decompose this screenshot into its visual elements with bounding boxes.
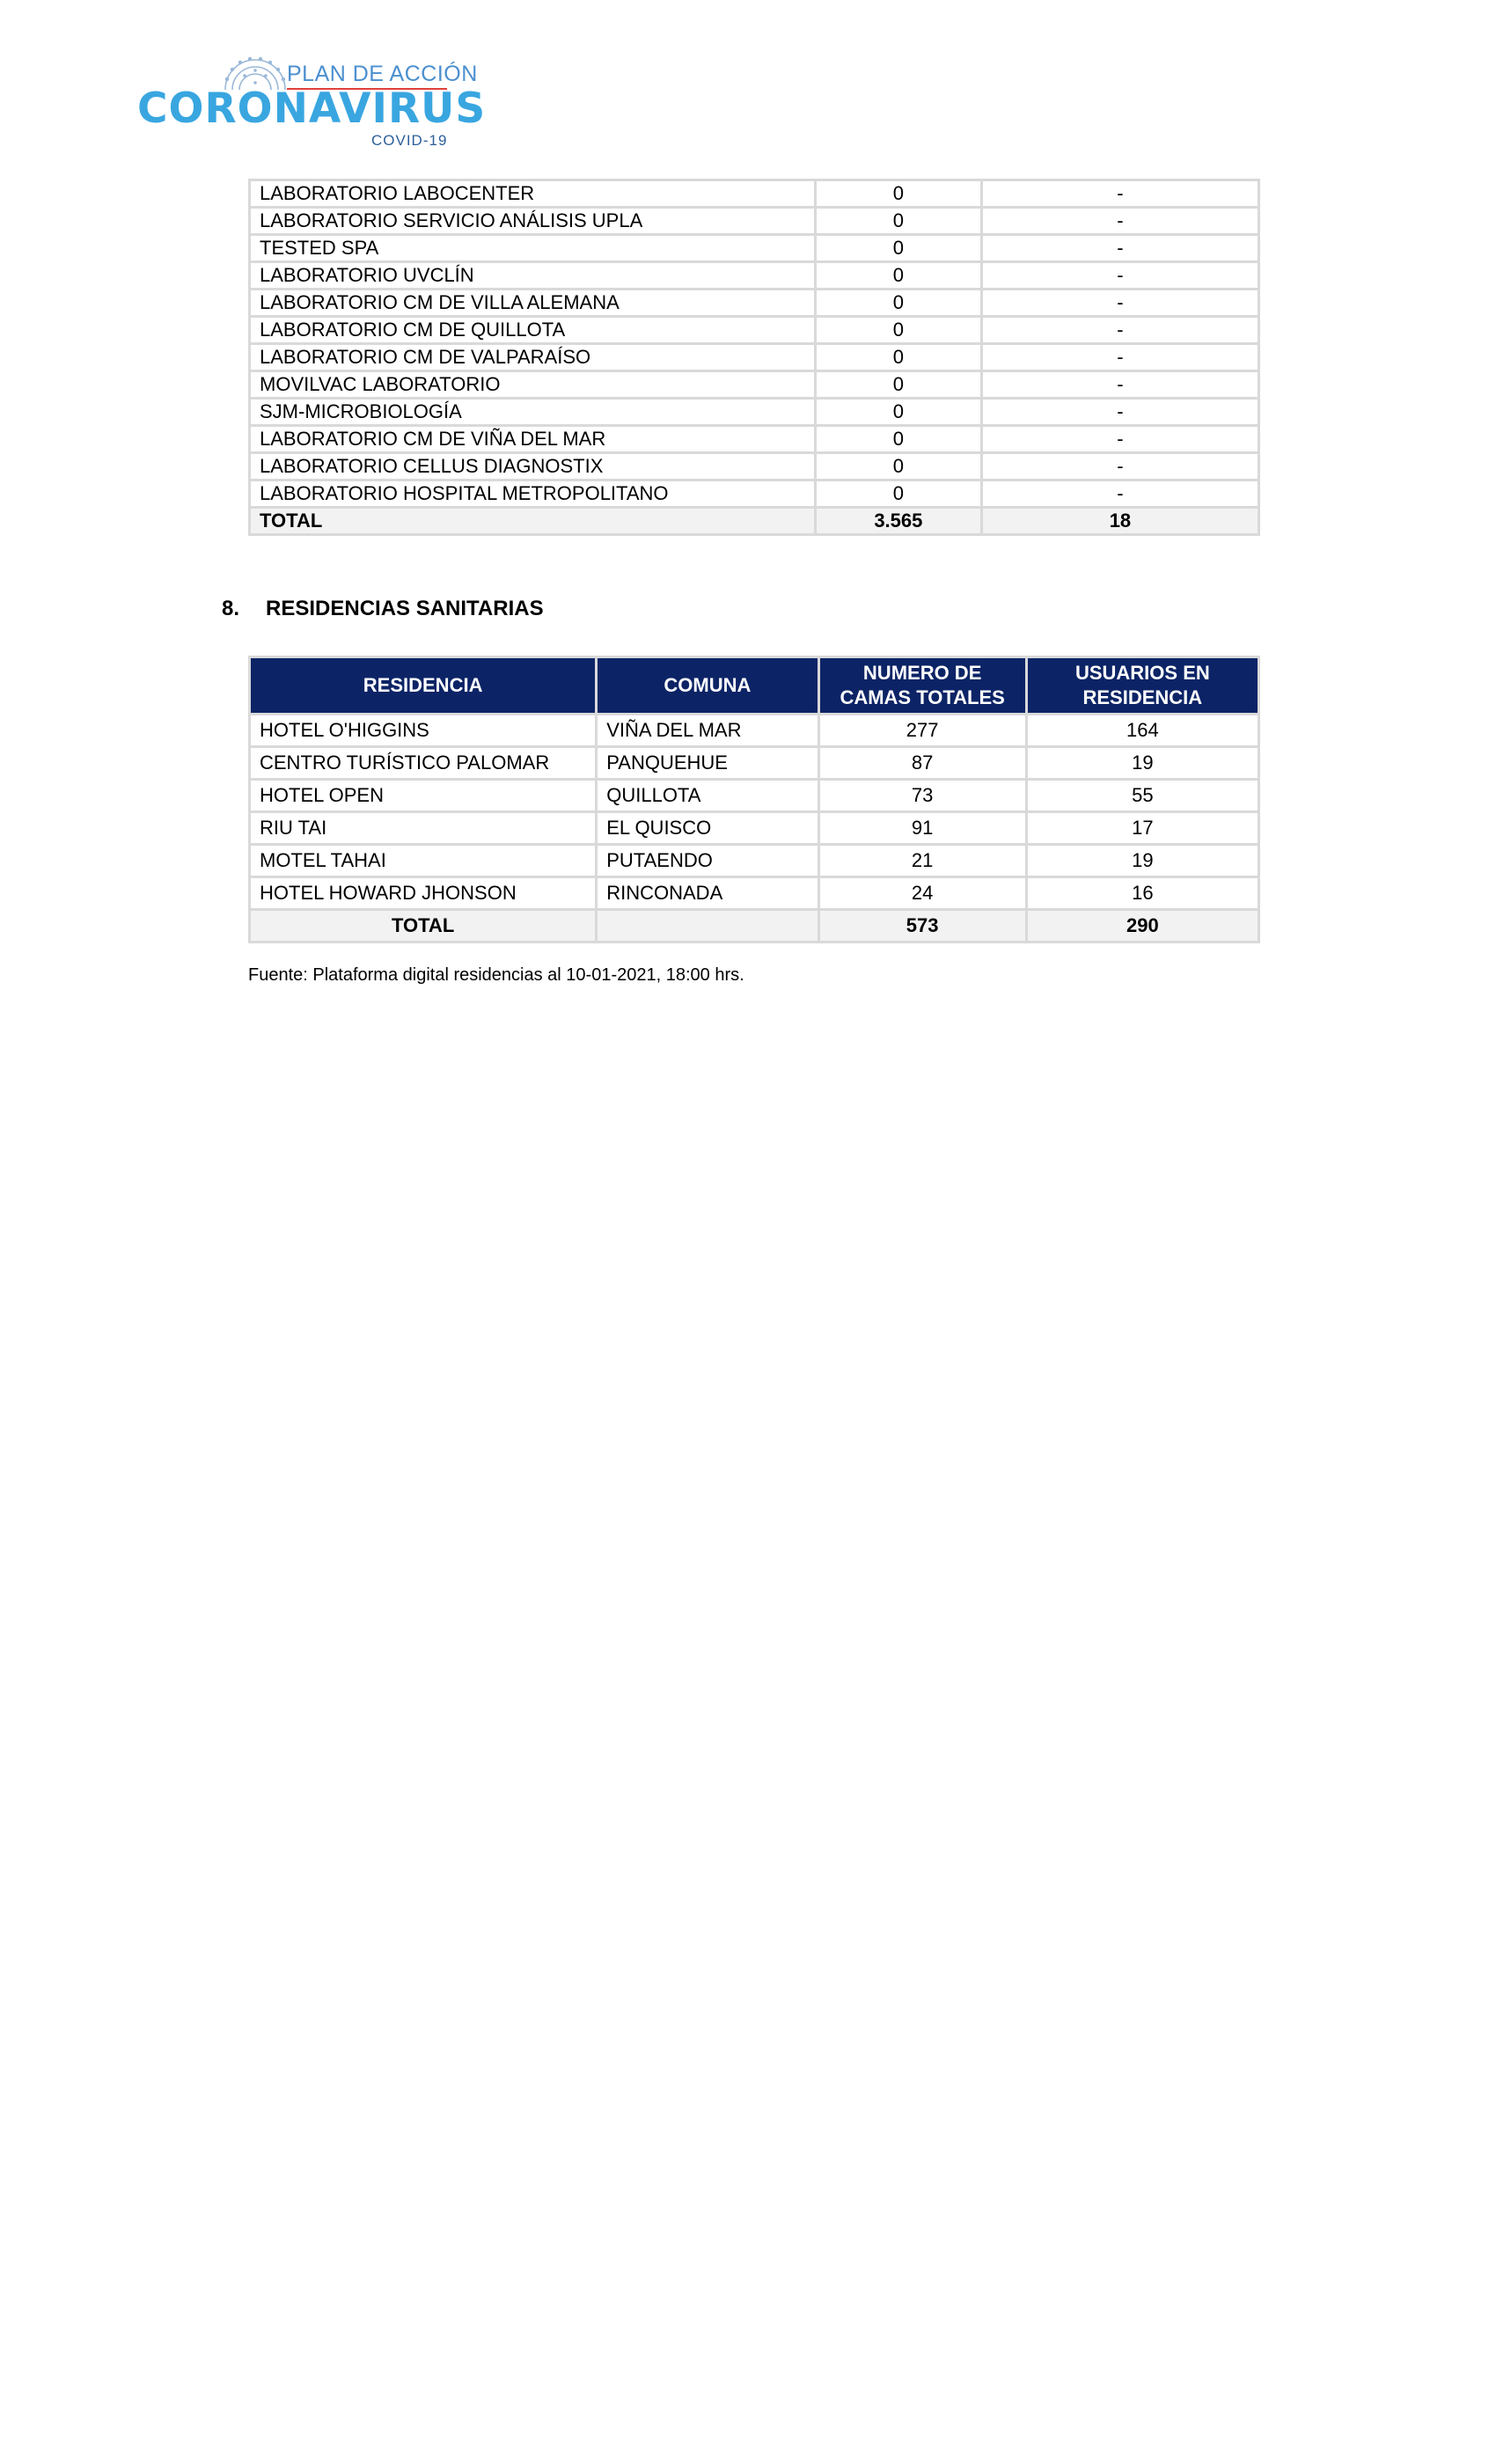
table-row — [250, 344, 1259, 371]
camas-cell: 24 — [818, 877, 1026, 910]
comuna-cell: RINCONADA — [597, 877, 818, 910]
residencia-cell: RIU TAI — [250, 812, 597, 845]
lab-count-cell: 0 — [815, 453, 981, 480]
residencias-table — [248, 656, 1260, 943]
table-row — [250, 453, 1259, 480]
usuarios-cell: 55 — [1026, 780, 1258, 812]
usuarios-cell: 19 — [1026, 747, 1258, 780]
lab-value-cell: - — [981, 480, 1258, 508]
total-camas-cell: 573 — [818, 910, 1026, 942]
table-row — [250, 480, 1259, 508]
lab-count-cell: 0 — [815, 208, 981, 235]
logo-sub-text: COVID-19 — [371, 132, 448, 149]
lab-value-cell: - — [981, 399, 1258, 426]
residencia-cell: MOTEL TAHAI — [250, 845, 597, 877]
coronavirus-plan-logo — [137, 51, 487, 155]
lab-name-cell: LABORATORIO UVCLÍN — [250, 262, 816, 290]
lab-name-cell: LABORATORIO LABOCENTER — [250, 180, 816, 208]
camas-cell: 87 — [818, 747, 1026, 780]
header-camas: NUMERO DE CAMAS TOTALES — [818, 657, 1026, 715]
residencia-cell: CENTRO TURÍSTICO PALOMAR — [250, 747, 597, 780]
table-row — [250, 812, 1259, 845]
laboratories-table — [248, 179, 1260, 536]
table-row — [250, 235, 1259, 262]
comuna-cell: QUILLOTA — [597, 780, 818, 812]
lab-count-cell: 0 — [815, 317, 981, 344]
residencias-total-row — [250, 910, 1259, 942]
total-usuarios-cell: 290 — [1026, 910, 1258, 942]
section-number: 8. — [222, 597, 240, 620]
header-usuarios: USUARIOS EN RESIDENCIA — [1026, 657, 1258, 715]
residencia-cell: HOTEL O'HIGGINS — [250, 715, 597, 747]
lab-name-cell: MOVILVAC LABORATORIO — [250, 371, 816, 399]
lab-value-cell: - — [981, 290, 1258, 317]
lab-count-cell: 0 — [815, 344, 981, 371]
comuna-cell: PUTAENDO — [597, 845, 818, 877]
lab-name-cell: LABORATORIO CM DE VALPARAÍSO — [250, 344, 816, 371]
lab-value-cell: - — [981, 317, 1258, 344]
residencia-cell: HOTEL OPEN — [250, 780, 597, 812]
lab-value-cell: - — [981, 208, 1258, 235]
table-row — [250, 262, 1259, 290]
lab-name-cell: LABORATORIO HOSPITAL METROPOLITANO — [250, 480, 816, 508]
lab-name-cell: LABORATORIO CM DE QUILLOTA — [250, 317, 816, 344]
total-comuna-cell — [597, 910, 818, 942]
comuna-cell: EL QUISCO — [597, 812, 818, 845]
camas-cell: 277 — [818, 715, 1026, 747]
labs-total-row — [250, 508, 1259, 535]
lab-name-cell: LABORATORIO SERVICIO ANÁLISIS UPLA — [250, 208, 816, 235]
table-row — [250, 426, 1259, 453]
logo-main-text: CORONAVIRUS — [137, 84, 487, 133]
total-value-cell: 18 — [981, 508, 1258, 535]
lab-value-cell: - — [981, 180, 1258, 208]
usuarios-cell: 16 — [1026, 877, 1258, 910]
residencia-cell: HOTEL HOWARD JHONSON — [250, 877, 597, 910]
table-row — [250, 317, 1259, 344]
table-row — [250, 715, 1259, 747]
usuarios-cell: 19 — [1026, 845, 1258, 877]
lab-value-cell: - — [981, 262, 1258, 290]
table-row — [250, 208, 1259, 235]
lab-name-cell: SJM-MICROBIOLOGÍA — [250, 399, 816, 426]
lab-count-cell: 0 — [815, 262, 981, 290]
table-row — [250, 180, 1259, 208]
table-row — [250, 371, 1259, 399]
usuarios-cell: 17 — [1026, 812, 1258, 845]
lab-value-cell: - — [981, 371, 1258, 399]
lab-value-cell: - — [981, 235, 1258, 262]
camas-cell: 91 — [818, 812, 1026, 845]
lab-count-cell: 0 — [815, 235, 981, 262]
comuna-cell: VIÑA DEL MAR — [597, 715, 818, 747]
camas-cell: 21 — [818, 845, 1026, 877]
usuarios-cell: 164 — [1026, 715, 1258, 747]
lab-name-cell: LABORATORIO CM DE VIÑA DEL MAR — [250, 426, 816, 453]
lab-value-cell: - — [981, 453, 1258, 480]
table-row — [250, 877, 1259, 910]
section-title: RESIDENCIAS SANITARIAS — [266, 597, 544, 620]
camas-cell: 73 — [818, 780, 1026, 812]
table-row — [250, 290, 1259, 317]
lab-count-cell: 0 — [815, 290, 981, 317]
lab-count-cell: 0 — [815, 371, 981, 399]
lab-count-cell: 0 — [815, 480, 981, 508]
lab-name-cell: LABORATORIO CM DE VILLA ALEMANA — [250, 290, 816, 317]
lab-count-cell: 0 — [815, 426, 981, 453]
lab-count-cell: 0 — [815, 399, 981, 426]
table-row — [250, 747, 1259, 780]
lab-name-cell: LABORATORIO CELLUS DIAGNOSTIX — [250, 453, 816, 480]
lab-value-cell: - — [981, 426, 1258, 453]
table-row — [250, 780, 1259, 812]
lab-name-cell: TESTED SPA — [250, 235, 816, 262]
header-comuna: COMUNA — [597, 657, 818, 715]
lab-value-cell: - — [981, 344, 1258, 371]
header-residencia: RESIDENCIA — [250, 657, 597, 715]
lab-count-cell: 0 — [815, 180, 981, 208]
total-label-cell: TOTAL — [250, 910, 597, 942]
source-footnote: Fuente: Plataforma digital residencias al 10-01-2021, 18:00 hrs. — [248, 965, 744, 985]
total-count-cell: 3.565 — [815, 508, 981, 535]
total-label-cell: TOTAL — [250, 508, 816, 535]
table-row — [250, 845, 1259, 877]
section-8-heading — [222, 597, 544, 621]
comuna-cell: PANQUEHUE — [597, 747, 818, 780]
table-header-row — [250, 657, 1259, 715]
logo-plan-text: PLAN DE ACCIÓN — [287, 62, 478, 86]
table-row — [250, 399, 1259, 426]
